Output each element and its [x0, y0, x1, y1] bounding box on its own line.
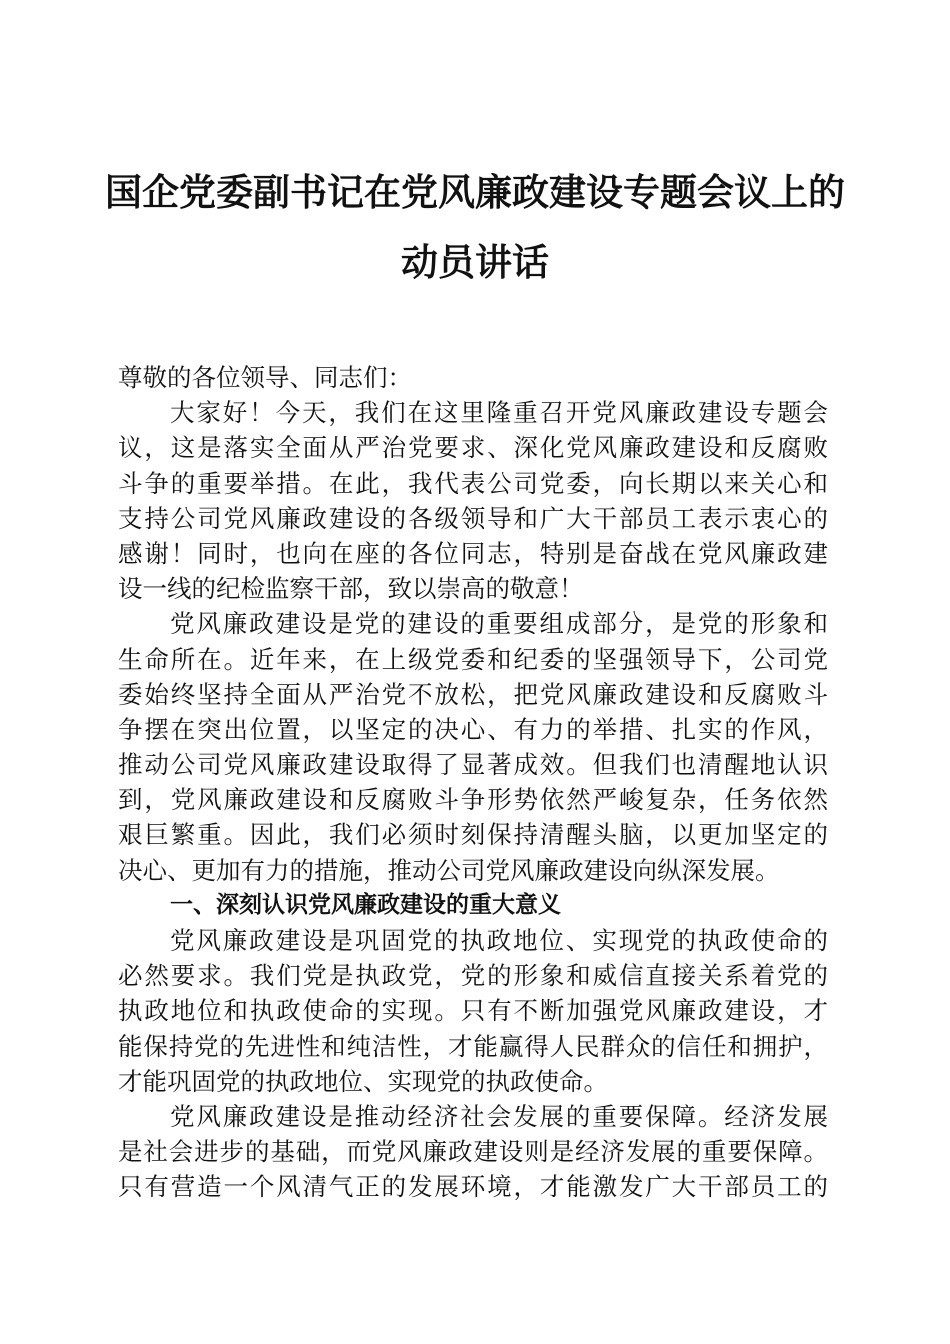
paragraph-line: 推动公司党风廉政建设取得了显著成效。但我们也清醒地认识: [118, 750, 828, 780]
paragraph-line: 支持公司党风廉政建设的各级领导和广大干部员工表示衷心的: [118, 503, 828, 533]
paragraph-line: 斗争的重要举措。在此，我代表公司党委，向长期以来关心和: [118, 468, 828, 498]
paragraph-line: 委始终坚持全面从严治党不放松，把党风廉政建设和反腐败斗: [118, 679, 828, 709]
paragraph: [118, 606, 828, 888]
paragraph-line: 生命所在。近年来，在上级党委和纪委的坚强领导下，公司党: [118, 644, 828, 674]
paragraph: [118, 1099, 828, 1205]
document-title-line-2: 动员讲话: [401, 240, 549, 284]
paragraph-line: 必然要求。我们党是执政党，党的形象和威信直接关系着党的: [118, 961, 828, 991]
paragraph-line: 议，这是落实全面从严治党要求、深化党风廉政建设和反腐败: [118, 433, 828, 463]
paragraph-line: 是社会进步的基础，而党风廉政建设则是经济发展的重要保障。: [118, 1137, 828, 1167]
paragraph-line: 到，党风廉政建设和反腐败斗争形势依然严峻复杂，任务依然: [118, 785, 828, 815]
document-title-line-1: 国企党委副书记在党风廉政建设专题会议上的: [105, 170, 845, 214]
paragraph: [118, 395, 828, 606]
paragraph: [118, 923, 828, 1099]
salutation: 尊敬的各位领导、同志们：: [118, 363, 412, 392]
paragraph-line: 感谢！同时，也向在座的各位同志，特别是奋战在党风廉政建: [118, 538, 828, 568]
paragraph-line: 设一线的纪检监察干部，致以崇高的敬意！: [118, 574, 584, 604]
section-heading: 一、深刻认识党风廉政建设的重大意义: [170, 891, 561, 918]
paragraph-line: 只有营造一个风清气正的发展环境，才能激发广大干部员工的: [118, 1172, 828, 1202]
paragraph-line: 能保持党的先进性和纯洁性，才能赢得人民群众的信任和拥护，: [118, 1031, 828, 1061]
paragraph-line: 党风廉政建设是推动经济社会发展的重要保障。经济发展: [170, 1101, 828, 1131]
paragraph-line: 大家好！今天，我们在这里隆重召开党风廉政建设专题会: [170, 398, 828, 428]
paragraph-line: 执政地位和执政使命的实现。只有不断加强党风廉政建设，才: [118, 996, 828, 1026]
paragraph-line: 艰巨繁重。因此，我们必须时刻保持清醒头脑，以更加坚定的: [118, 820, 828, 850]
paragraph-line: 党风廉政建设是党的建设的重要组成部分，是党的形象和: [170, 609, 828, 639]
paragraph-line: 才能巩固党的执政地位、实现党的执政使命。: [118, 1066, 608, 1096]
paragraph-line: 党风廉政建设是巩固党的执政地位、实现党的执政使命的: [170, 926, 828, 955]
paragraph-line: 决心、更加有力的措施，推动公司党风廉政建设向纵深发展。: [118, 855, 780, 885]
document-body: [118, 360, 828, 1205]
paragraph-line: 争摆在突出位置，以坚定的决心、有力的举措、扎实的作风，: [118, 714, 828, 744]
